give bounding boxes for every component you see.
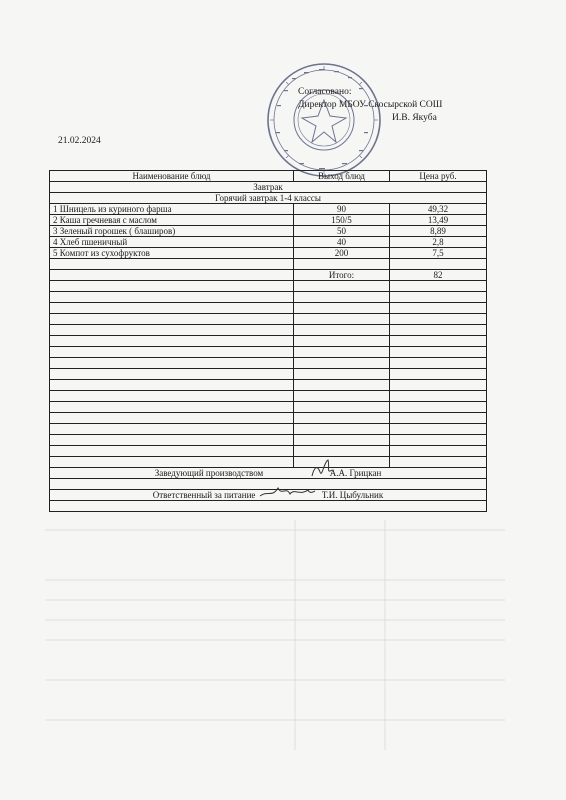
table-header-row [50, 171, 487, 182]
total-row [50, 270, 487, 281]
empty-row [50, 413, 487, 424]
meal-title: Завтрак [50, 182, 487, 193]
empty-row [50, 336, 487, 347]
dish-name: 2 Каша гречневая с маслом [50, 215, 294, 226]
dish-price: 13,49 [390, 215, 487, 226]
empty-row [50, 358, 487, 369]
empty-row [50, 281, 487, 292]
dish-yield: 200 [294, 248, 390, 259]
dish-name: 4 Хлеб пшеничный [50, 237, 294, 248]
header-yield: Выход блюд [294, 171, 390, 182]
empty-row [50, 457, 487, 468]
dish-name: 1 Шницель из куриного фарша [50, 204, 294, 215]
empty-row [50, 380, 487, 391]
table-row [50, 215, 487, 226]
production-manager-label: Заведующий производством [154, 468, 264, 478]
approval-heading: Согласовано: [298, 87, 352, 97]
dish-price: 8,89 [390, 226, 487, 237]
table-row [50, 248, 487, 259]
production-manager-signature [308, 458, 338, 480]
empty-row [50, 303, 487, 314]
dish-yield: 90 [294, 204, 390, 215]
empty-row [50, 259, 487, 270]
table-row [50, 226, 487, 237]
empty-row [50, 402, 487, 413]
meal-subtitle: Горячий завтрак 1-4 классы [50, 193, 487, 204]
dish-yield: 50 [294, 226, 390, 237]
header-dish-name: Наименование блюд [50, 171, 294, 182]
total-value: 82 [390, 270, 487, 281]
meal-row [50, 182, 487, 193]
dish-yield: 150/5 [294, 215, 390, 226]
subtitle-row [50, 193, 487, 204]
dish-price: 7,5 [390, 248, 487, 259]
empty-row [50, 435, 487, 446]
empty-row [50, 347, 487, 358]
production-signature-row [50, 468, 487, 479]
empty-row [50, 391, 487, 402]
dish-name: 5 Компот из сухофруктов [50, 248, 294, 259]
production-manager-name: А.А. Грицкан [329, 468, 382, 478]
approval-block [298, 86, 442, 125]
empty-row [50, 369, 487, 380]
table-row [50, 237, 487, 248]
dish-yield: 40 [294, 237, 390, 248]
empty-row [50, 446, 487, 457]
dish-price: 49,32 [390, 204, 487, 215]
empty-row [50, 314, 487, 325]
dish-name: 3 Зеленый горошек ( блаширов) [50, 226, 294, 237]
nutrition-officer-signature [258, 482, 316, 504]
approval-position: Директор МБОУ Скосырской СОШ [298, 100, 443, 110]
empty-row [50, 325, 487, 336]
menu-table [49, 170, 487, 512]
header-price: Цена руб. [390, 171, 487, 182]
empty-row [50, 424, 487, 435]
total-label: Итого: [294, 270, 390, 281]
document-date: 21.02.2024 [58, 136, 101, 146]
nutrition-officer-name: Т.И. Цыбульник [321, 490, 384, 500]
approval-signatory: И.В. Якуба [392, 113, 437, 123]
empty-row [50, 292, 487, 303]
nutrition-officer-label: Ответственный за питание [152, 490, 256, 500]
table-row [50, 204, 487, 215]
dish-price: 2,8 [390, 237, 487, 248]
bleed-through-background [45, 520, 505, 750]
